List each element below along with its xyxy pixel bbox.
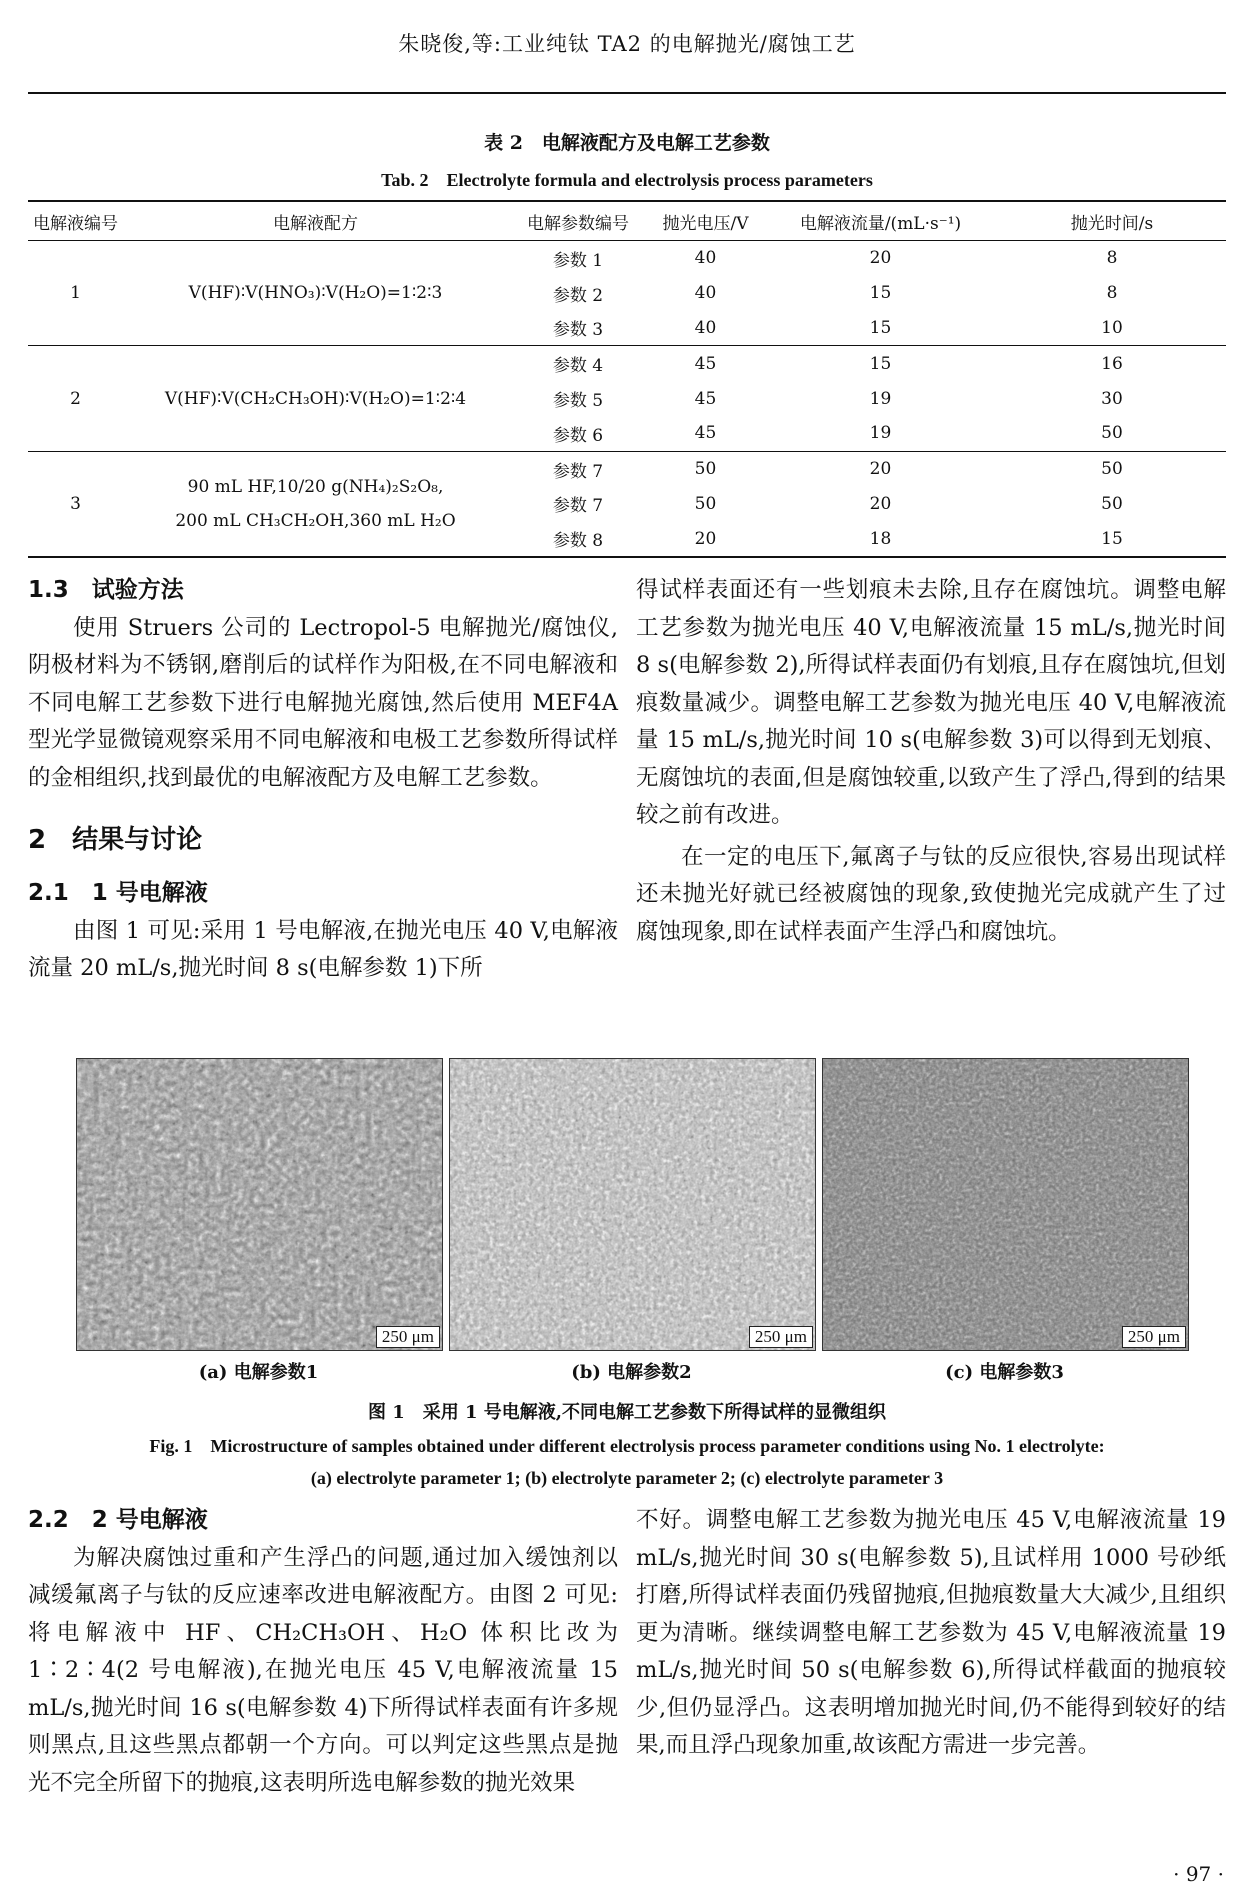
voltage-cell: 45: [694, 388, 717, 409]
flow-cell: 19: [869, 388, 892, 409]
col-header-flow: 电解液流量/(mL·s⁻¹): [763, 201, 998, 241]
page-number: · 97 ·: [1173, 1862, 1224, 1886]
formula-cell: [123, 451, 508, 557]
parameter-table: [28, 200, 1226, 558]
formula-line: 90 mL HF,10/20 g(NH₄)₂S₂O₈,: [187, 476, 444, 497]
table-header-row: [28, 201, 1226, 241]
flow-cell: 20: [869, 248, 892, 269]
paragraph: 使用 Struers 公司的 Lectropol-5 电解抛光/腐蚀仪,阴极材料为不锈钢,磨削后的试样作为阳极,在不同电解液和不同电解工艺参数下进行电解抛光腐蚀,然后使用 MEF4A 型光学显微镜观察采用不同电解液和电极工艺参数所得试样的金相组织,找到最优的电解液配方及电解工艺参数。: [28, 614, 618, 791]
flow-cell: 20: [869, 493, 892, 514]
time-cell: 50: [1101, 459, 1123, 480]
micrograph-c-image: [823, 1059, 1188, 1350]
electrolyte-no-cell: 1: [28, 241, 123, 346]
time-cell: 50: [998, 416, 1226, 451]
table-caption-en: Tab. 2 Electrolyte formula and electrolysis process parameters: [381, 170, 873, 190]
time-cell: 8: [1106, 283, 1118, 304]
section-heading-2: 2 结果与讨论: [28, 825, 203, 855]
section-heading-1-3: 1.3 试验方法: [28, 577, 184, 603]
running-head: 朱晓俊,等:工业纯钛 TA2 的电解抛光/腐蚀工艺: [398, 32, 856, 56]
subcaption-c: (c) 电解参数3: [945, 1362, 1064, 1383]
param-cell: 参数 1: [552, 250, 604, 271]
figure-caption-en-line-1: Fig. 1 Microstructure of samples obtained under different electrolysis process parameter conditions using No. 1 electrolyte:: [149, 1436, 1105, 1456]
figure-1: [76, 1058, 1188, 1353]
paragraph: 得试样表面还有一些划痕未去除,且存在腐蚀坑。调整电解工艺参数为抛光电压 40 V,电解液流量 15 mL/s,抛光时间 8 s(电解参数 2),所得试样表面仍有划痕,且存在腐蚀坑,但划痕数量减少。调整电解工艺参数为抛光电压 40 V,电解液流量 15 mL/s,抛光时间 10 s(电解参数 3)可以得到无划痕、无腐蚀坑的表面,但是腐蚀较重,以致产生了浮凸,得到的结果较之前有改进。: [636, 577, 1226, 828]
col-header-time: 抛光时间/s: [998, 201, 1226, 241]
voltage-cell: 40: [694, 248, 717, 269]
header-rule: [28, 92, 1226, 94]
right-column-lower: [636, 1502, 1226, 1765]
subcaption-a: (a) 电解参数1: [198, 1362, 319, 1383]
scale-bar-c: 250 μm: [1122, 1326, 1186, 1348]
time-cell: 8: [1106, 248, 1118, 269]
paragraph: 为解决腐蚀过重和产生浮凸的问题,通过加入缓蚀剂以减缓氟离子与钛的反应速率改进电解液配方。由图 2 可见:将电解液中 HF、CH₂CH₃OH、H₂O 体积比改为 1∶2∶4(2 号电解液),在抛光电压 45 V,电解液流量 15 mL/s,抛光时间 16 s(电解参数 4)下所得试样表面有许多规则黑点,且这些黑点都朝一个方向。可以判定这些黑点是抛光不完全所留下的抛痕,这表明所选电解参数的抛光效果: [28, 1544, 618, 1796]
flow-cell: 15: [763, 311, 998, 346]
table-row: [28, 241, 1226, 276]
scale-bar-a: 250 μm: [376, 1326, 440, 1348]
left-column-lower: [28, 1502, 618, 1802]
table-row: [28, 451, 1226, 486]
col-header-param-no: 电解参数编号: [508, 201, 648, 241]
time-cell: 50: [1101, 493, 1123, 514]
paragraph: 由图 1 可见:采用 1 号电解液,在抛光电压 40 V,电解液流量 20 mL/s,抛光时间 8 s(电解参数 1)下所: [28, 917, 618, 981]
param-cell: 参数 3: [508, 311, 648, 346]
flow-cell: 19: [763, 416, 998, 451]
time-cell: 10: [998, 311, 1226, 346]
voltage-cell: 45: [694, 353, 717, 374]
param-cell: 参数 5: [552, 391, 604, 412]
flow-cell: 20: [869, 459, 892, 480]
electrolyte-no-cell: 3: [28, 451, 123, 557]
paragraph: 在一定的电压下,氟离子与钛的反应很快,容易出现试样还未抛光好就已经被腐蚀的现象,致使抛光完成就产生了过腐蚀现象,即在试样表面产生浮凸和腐蚀坑。: [636, 843, 1226, 945]
flow-cell: 15: [869, 283, 892, 304]
section-heading-2-1: 2.1 1 号电解液: [28, 880, 208, 906]
param-cell: 参数 2: [552, 285, 604, 306]
micrograph-b-image: [450, 1059, 815, 1350]
micrograph-b: [449, 1058, 816, 1351]
table-row: [28, 346, 1226, 381]
subcaption-b: (b) 电解参数2: [571, 1362, 692, 1383]
electrolyte-no-cell: 2: [28, 346, 123, 451]
flow-cell: 15: [869, 353, 892, 374]
param-cell: 参数 8: [508, 521, 648, 557]
table-caption-cn: 表 2 电解液配方及电解工艺参数: [484, 132, 770, 154]
section-heading-2-2: 2.2 2 号电解液: [28, 1507, 208, 1533]
micrograph-a: [76, 1058, 443, 1351]
col-header-formula: 电解液配方: [123, 201, 508, 241]
right-column-upper: [636, 572, 1226, 951]
formula-line: 200 mL CH₃CH₂OH,360 mL H₂O: [175, 510, 456, 531]
voltage-cell: 40: [648, 311, 763, 346]
voltage-cell: 45: [648, 416, 763, 451]
time-cell: 15: [998, 521, 1226, 557]
voltage-cell: 40: [694, 283, 717, 304]
figure-caption-en: [0, 1430, 1254, 1494]
col-header-electrolyte-no: 电解液编号: [28, 201, 123, 241]
scale-bar-b: 250 μm: [749, 1326, 813, 1348]
time-cell: 16: [1101, 353, 1123, 374]
left-column-upper: [28, 572, 618, 988]
voltage-cell: 20: [648, 521, 763, 557]
flow-cell: 18: [763, 521, 998, 557]
micrograph-a-image: [77, 1059, 442, 1350]
param-cell: 参数 7: [552, 461, 604, 482]
voltage-cell: 50: [694, 459, 717, 480]
col-header-voltage: 抛光电压/V: [648, 201, 763, 241]
paragraph: 不好。调整电解工艺参数为抛光电压 45 V,电解液流量 19 mL/s,抛光时间 30 s(电解参数 5),且试样用 1000 号砂纸打磨,所得试样表面仍残留抛痕,但抛痕数量大大减少,且组织更为清晰。继续调整电解工艺参数为 45 V,电解液流量 19 mL/s,抛光时间 50 s(电解参数 6),所得试样截面的抛痕较少,但仍显浮凸。这表明增加抛光时间,仍不能得到较好的结果,而且浮凸现象加重,故该配方需进一步完善。: [636, 1507, 1226, 1758]
figure-caption-cn: 图 1 采用 1 号电解液,不同电解工艺参数下所得试样的显微组织: [367, 1402, 887, 1423]
time-cell: 30: [1101, 388, 1123, 409]
micrograph-c: [822, 1058, 1189, 1351]
param-cell: 参数 6: [508, 416, 648, 451]
formula-cell: V(HF)∶V(CH₂CH₃OH)∶V(H₂O)=1∶2∶4: [123, 346, 508, 451]
formula-cell: V(HF)∶V(HNO₃)∶V(H₂O)=1∶2∶3: [123, 241, 508, 346]
param-cell: 参数 4: [552, 356, 604, 377]
voltage-cell: 50: [694, 493, 717, 514]
figure-caption-en-line-2: (a) electrolyte parameter 1; (b) electrolyte parameter 2; (c) electrolyte parameter 3: [310, 1468, 944, 1488]
param-cell: 参数 7: [552, 496, 604, 517]
